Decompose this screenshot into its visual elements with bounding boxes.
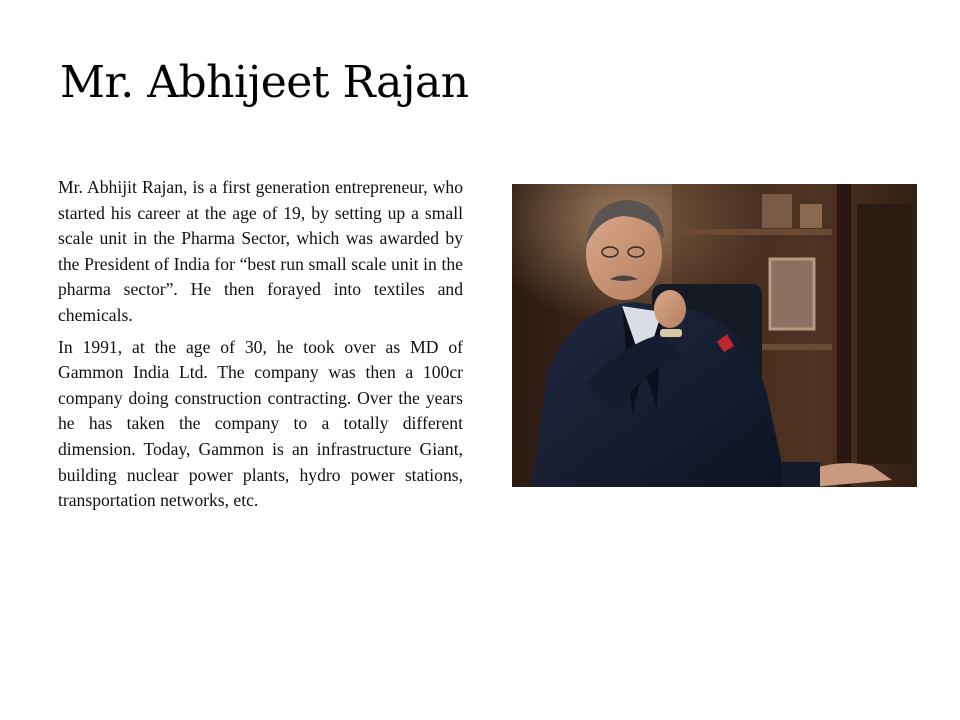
portrait-photo	[512, 184, 917, 487]
body-text	[58, 175, 463, 520]
paragraph-2: In 1991, at the age of 30, he took over as MD of Gammon India Ltd. The company was then a 100cr company doing construction contracting. Over the years he has taken the company to a totally different dimension. Today, Gammon is an infrastructure Giant, building nuclear power plants, hydro power stations, transportation networks, etc.	[58, 336, 463, 511]
slide-title: Mr. Abhijeet Rajan	[60, 57, 469, 108]
paragraph-1: Mr. Abhijit Rajan, is a first generation entrepreneur, who started his career at the age of 19, by setting up a small scale unit in the Pharma Sector, which was awarded by the President of India for “best run small scale unit in the pharma sector”. He then forayed into textiles and chemicals.	[58, 177, 463, 325]
portrait-illustration	[512, 184, 917, 487]
